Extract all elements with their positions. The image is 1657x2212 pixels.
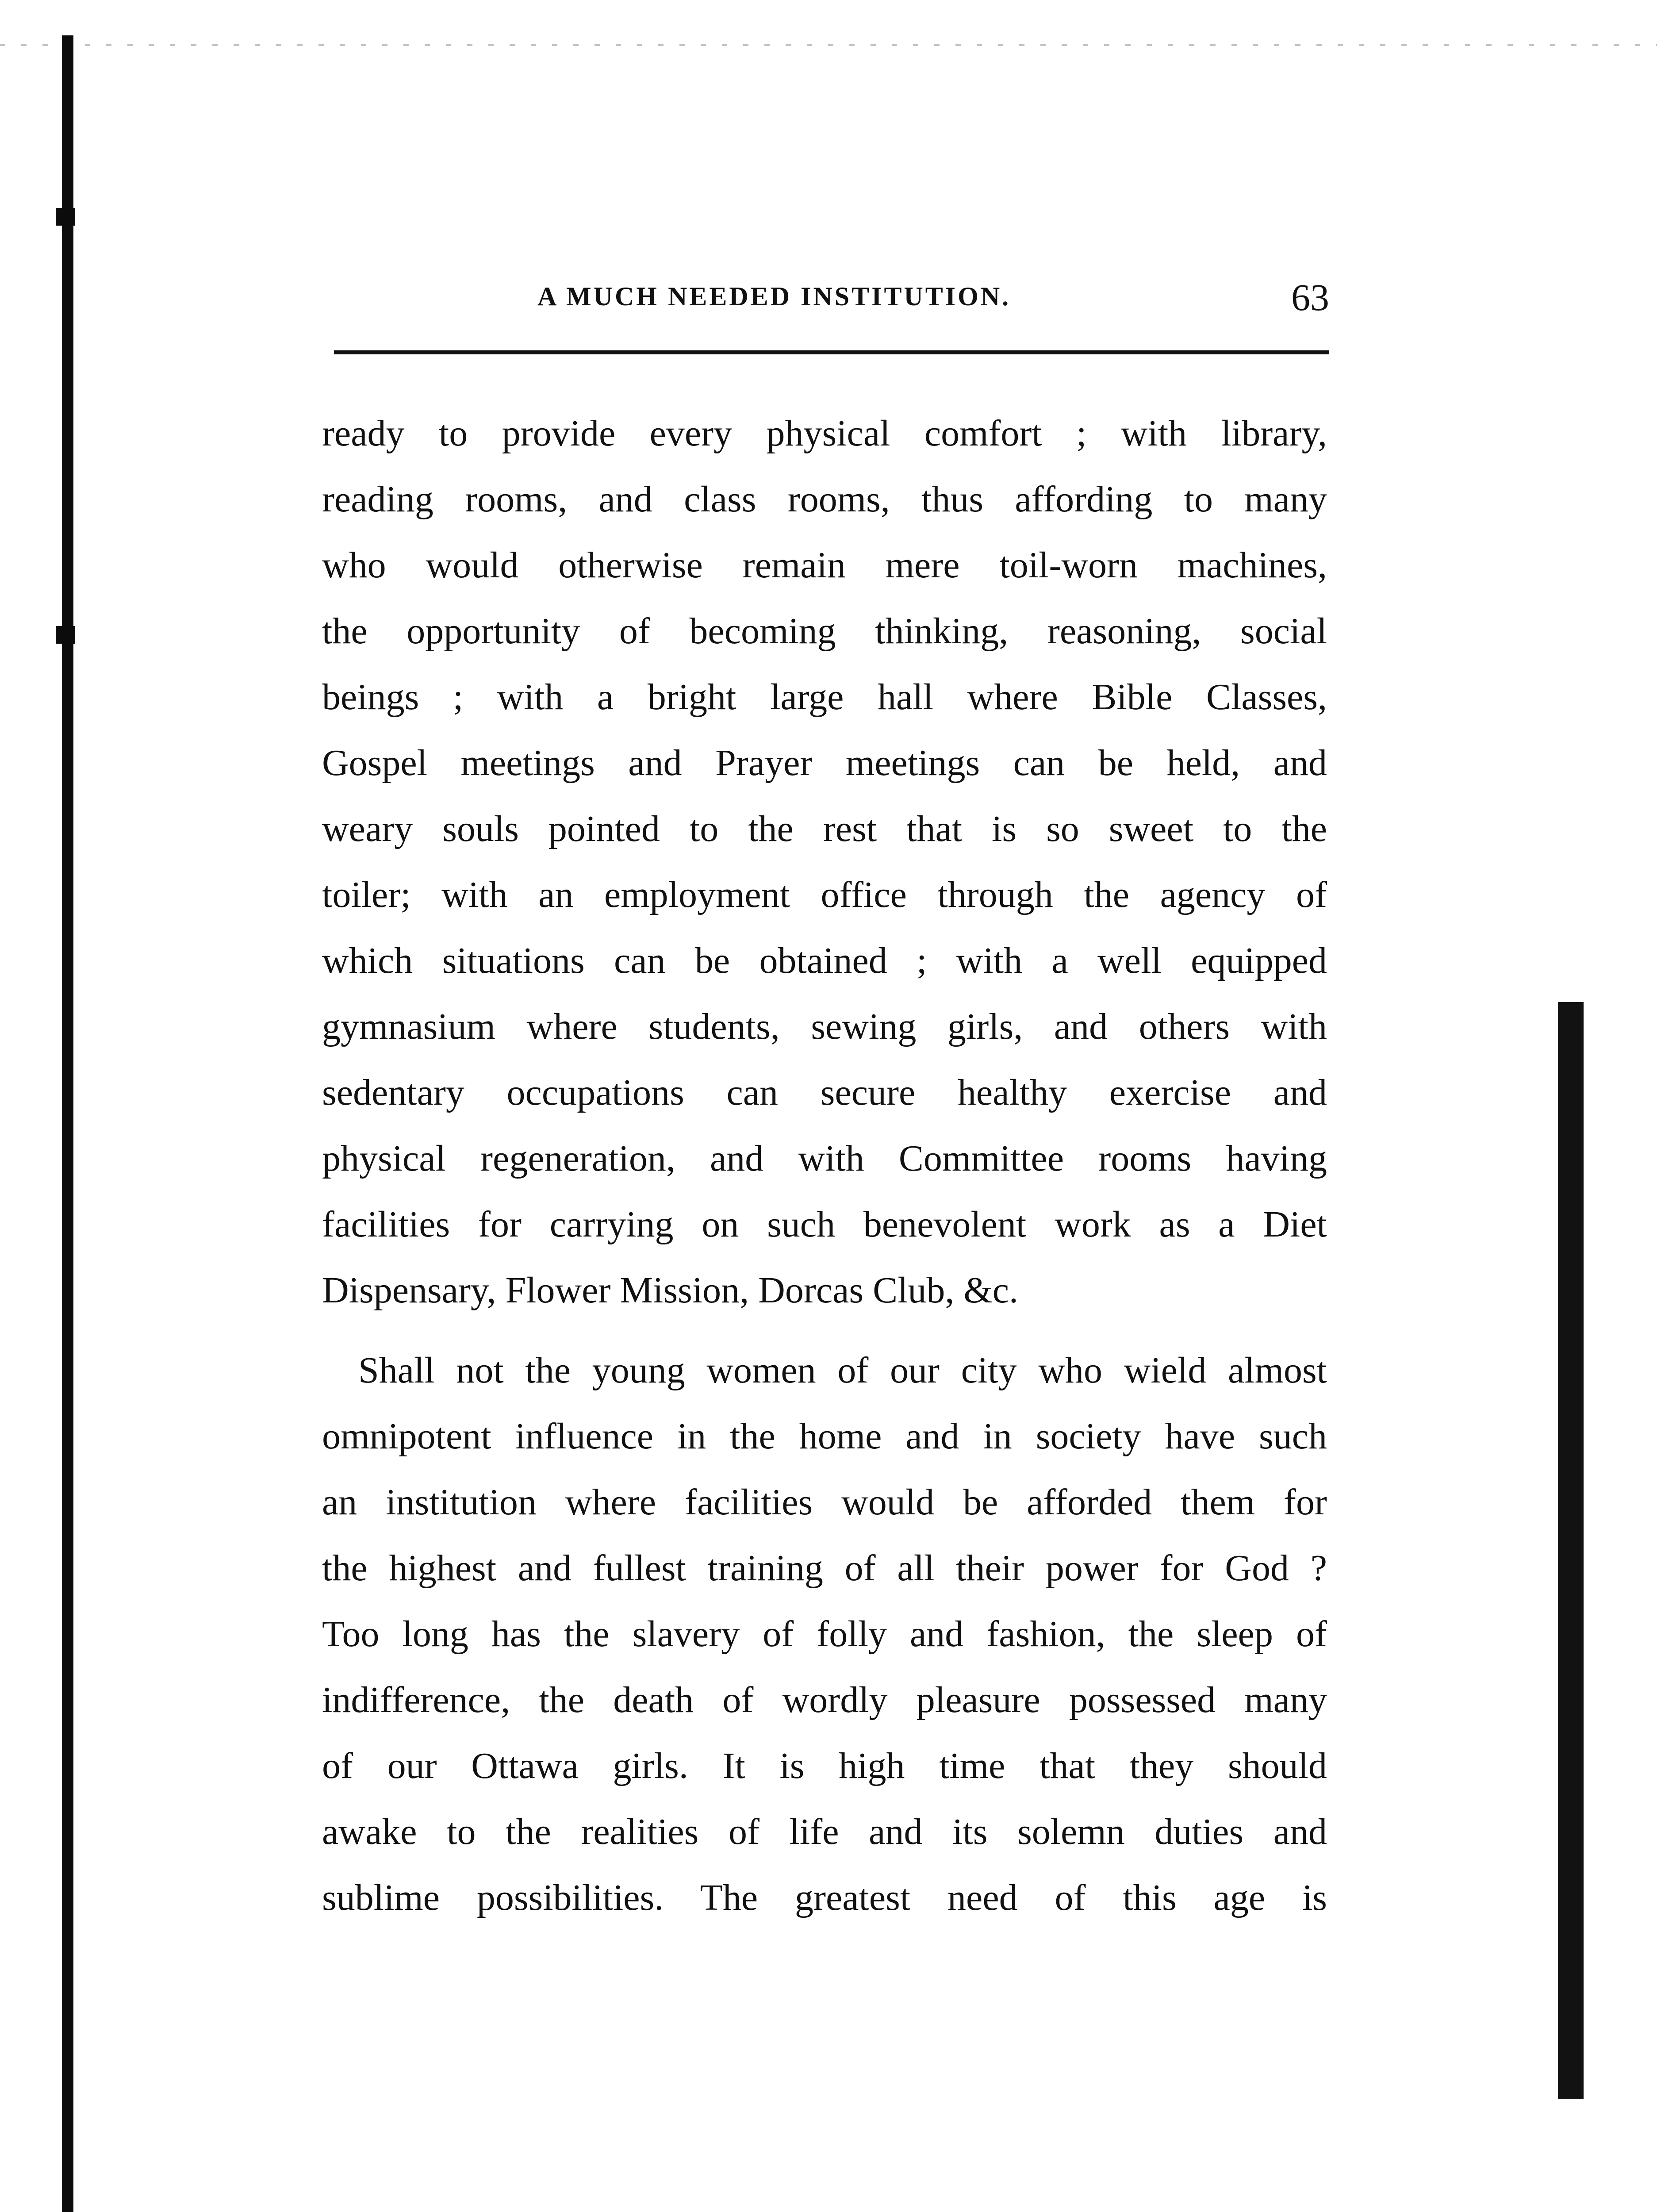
text-line: sublime possibilities. The greatest need of this age is bbox=[322, 1877, 1327, 1918]
text-line: omnipotent influence in the home and in society have such bbox=[322, 1416, 1327, 1457]
text-line: Too long has the slavery of folly and fashion, the sleep of bbox=[322, 1613, 1327, 1655]
paragraph-1 bbox=[322, 400, 1327, 1323]
text-line: Dispensary, Flower Mission, Dorcas Club, &c. bbox=[322, 1270, 1019, 1311]
text-line: ready to provide every physical comfort ; with library, bbox=[322, 413, 1327, 454]
binding-notch bbox=[56, 208, 75, 226]
text-line: physical regeneration, and with Committee rooms having bbox=[322, 1138, 1327, 1179]
text-line: weary souls pointed to the rest that is so sweet to the bbox=[322, 808, 1327, 849]
text-line: who would otherwise remain mere toil-worn machines, bbox=[322, 545, 1327, 586]
text-line: gymnasium where students, sewing girls, and others with bbox=[322, 1006, 1327, 1047]
binding-notch bbox=[56, 626, 75, 644]
text-line: Shall not the young women of our city who wield almost bbox=[358, 1350, 1327, 1391]
scan-top-edge bbox=[0, 44, 1657, 46]
page-edge-strip bbox=[1558, 1002, 1584, 2099]
text-line: Gospel meetings and Prayer meetings can be held, and bbox=[322, 742, 1327, 783]
text-line: indifference, the death of wordly pleasure possessed many bbox=[322, 1679, 1327, 1720]
header-rule bbox=[334, 350, 1329, 354]
paragraph-2 bbox=[322, 1337, 1327, 1931]
text-line: the highest and fullest training of all their power for God ? bbox=[322, 1548, 1327, 1589]
page-number: 63 bbox=[1291, 276, 1329, 319]
text-line: an institution where facilities would be afforded them for bbox=[322, 1482, 1327, 1523]
text-line: the opportunity of becoming thinking, reasoning, social bbox=[322, 611, 1327, 652]
text-line: reading rooms, and class rooms, thus affording to many bbox=[322, 479, 1327, 520]
text-line: awake to the realities of life and its solemn duties and bbox=[322, 1811, 1327, 1852]
body-text bbox=[322, 400, 1327, 1931]
paragraph-gap bbox=[322, 1323, 1327, 1337]
binding-line bbox=[62, 35, 73, 2212]
text-line: sedentary occupations can secure healthy exercise and bbox=[322, 1072, 1327, 1113]
text-line: which situations can be obtained ; with a well equipped bbox=[322, 940, 1327, 981]
running-title: A MUCH NEEDED INSTITUTION. bbox=[537, 282, 1011, 311]
text-line: toiler; with an employment office through the agency of bbox=[322, 874, 1327, 915]
text-line: facilities for carrying on such benevolent work as a Diet bbox=[322, 1204, 1327, 1245]
text-line: beings ; with a bright large hall where Bible Classes, bbox=[322, 676, 1327, 718]
text-line: of our Ottawa girls. It is high time that they should bbox=[322, 1745, 1327, 1786]
running-head bbox=[334, 273, 1329, 318]
